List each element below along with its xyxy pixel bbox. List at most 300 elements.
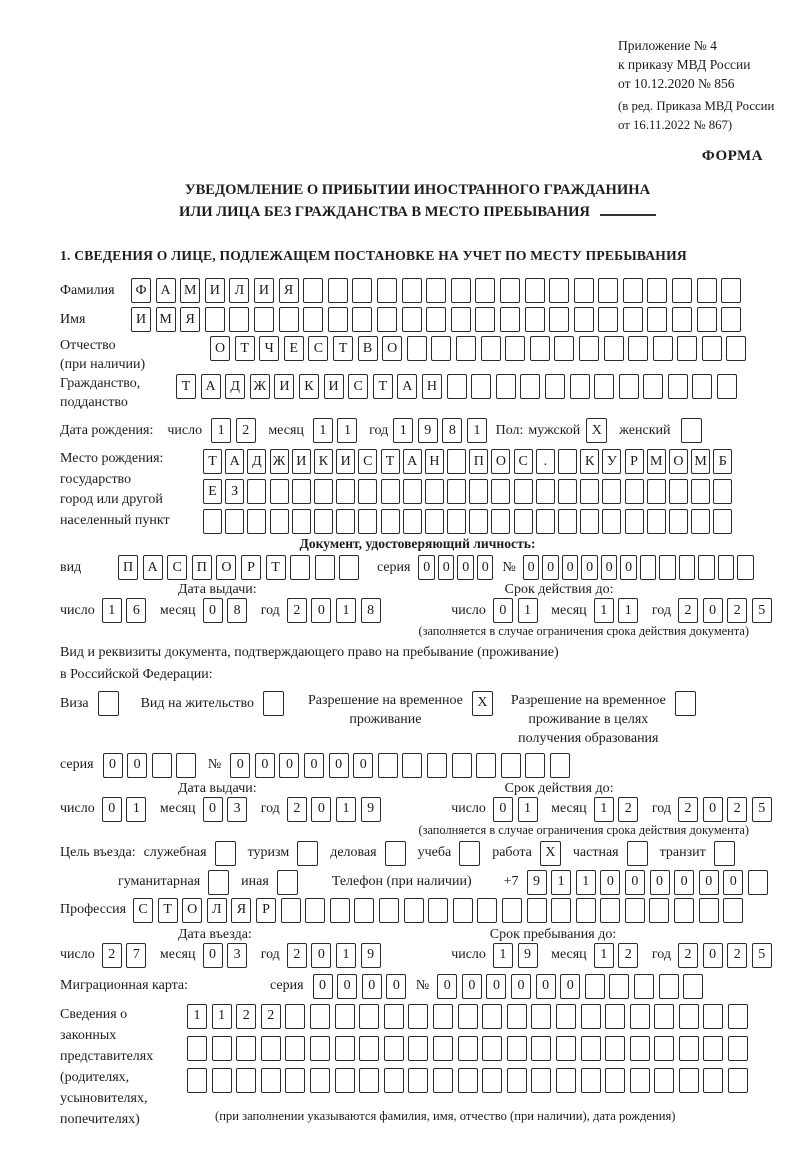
char-cell[interactable]: Е [284, 336, 304, 361]
char-cell[interactable] [649, 898, 669, 923]
char-cell[interactable] [285, 1004, 305, 1029]
doc-issue-month[interactable] [203, 598, 252, 623]
char-cell[interactable] [501, 753, 521, 778]
char-cell[interactable] [679, 1068, 699, 1093]
char-cell[interactable] [630, 1036, 650, 1061]
char-cell[interactable]: М [647, 449, 666, 474]
char-cell[interactable] [451, 278, 471, 303]
temp-residence-checkbox[interactable] [472, 691, 493, 716]
char-cell[interactable] [702, 336, 722, 361]
char-cell[interactable] [491, 479, 510, 504]
char-cell[interactable] [352, 278, 372, 303]
char-cell[interactable] [469, 509, 488, 534]
purpose-work-checkbox[interactable] [540, 841, 561, 866]
char-cell[interactable] [428, 898, 448, 923]
char-cell[interactable] [668, 374, 688, 399]
stay-doc-issue-year[interactable] [287, 797, 385, 822]
char-cell[interactable] [303, 307, 323, 332]
char-cell[interactable]: И [324, 374, 344, 399]
char-cell[interactable] [225, 509, 244, 534]
char-cell[interactable]: А [201, 374, 221, 399]
char-cell[interactable] [691, 479, 710, 504]
char-cell[interactable]: 0 [542, 555, 559, 580]
char-cell[interactable]: О [382, 336, 402, 361]
char-cell[interactable] [261, 1036, 281, 1061]
purpose-official-checkbox[interactable] [215, 841, 236, 866]
char-cell[interactable]: 2 [618, 943, 638, 968]
char-cell[interactable]: И [254, 278, 274, 303]
char-cell[interactable]: 0 [477, 555, 494, 580]
char-cell[interactable] [672, 307, 692, 332]
char-cell[interactable]: 1 [551, 870, 571, 895]
char-cell[interactable] [505, 336, 525, 361]
char-cell[interactable]: 3 [227, 943, 247, 968]
purpose-humanitarian-checkbox[interactable] [208, 870, 229, 895]
char-cell[interactable] [236, 1036, 256, 1061]
char-cell[interactable]: 5 [752, 797, 772, 822]
migration-card-number-field[interactable] [437, 974, 708, 999]
char-cell[interactable] [647, 278, 667, 303]
char-cell[interactable]: . [536, 449, 555, 474]
char-cell[interactable] [643, 374, 663, 399]
doc-series-field[interactable] [418, 555, 496, 580]
char-cell[interactable]: 9 [361, 943, 381, 968]
char-cell[interactable] [385, 841, 406, 866]
char-cell[interactable] [384, 1036, 404, 1061]
char-cell[interactable] [292, 509, 311, 534]
char-cell[interactable] [447, 374, 467, 399]
char-cell[interactable]: 2 [678, 797, 698, 822]
char-cell[interactable] [270, 509, 289, 534]
char-cell[interactable] [297, 841, 318, 866]
char-cell[interactable] [549, 307, 569, 332]
char-cell[interactable]: 0 [560, 974, 580, 999]
char-cell[interactable] [697, 278, 717, 303]
char-cell[interactable] [556, 1004, 576, 1029]
char-cell[interactable]: 1 [493, 943, 513, 968]
char-cell[interactable] [527, 898, 547, 923]
char-cell[interactable]: Т [333, 336, 353, 361]
char-cell[interactable] [514, 509, 533, 534]
char-cell[interactable]: 0 [311, 797, 331, 822]
char-cell[interactable] [187, 1036, 207, 1061]
char-cell[interactable] [433, 1004, 453, 1029]
char-cell[interactable] [377, 307, 397, 332]
char-cell[interactable]: 9 [527, 870, 547, 895]
char-cell[interactable]: 0 [625, 870, 645, 895]
char-cell[interactable] [554, 336, 574, 361]
char-cell[interactable]: 0 [203, 797, 223, 822]
char-cell[interactable]: 0 [304, 753, 324, 778]
stay-doc-number-field[interactable] [230, 753, 574, 778]
char-cell[interactable]: 9 [418, 418, 438, 443]
char-cell[interactable]: 1 [211, 418, 231, 443]
char-cell[interactable] [205, 307, 225, 332]
char-cell[interactable]: 1 [187, 1004, 207, 1029]
char-cell[interactable] [500, 278, 520, 303]
char-cell[interactable] [628, 336, 648, 361]
char-cell[interactable] [469, 479, 488, 504]
char-cell[interactable]: 9 [518, 943, 538, 968]
char-cell[interactable] [254, 307, 274, 332]
char-cell[interactable] [315, 555, 335, 580]
char-cell[interactable] [187, 1068, 207, 1093]
char-cell[interactable] [359, 1068, 379, 1093]
char-cell[interactable] [482, 1068, 502, 1093]
char-cell[interactable] [737, 555, 754, 580]
doc-expiry-month[interactable] [594, 598, 643, 623]
char-cell[interactable]: 0 [674, 870, 694, 895]
char-cell[interactable] [697, 307, 717, 332]
char-cell[interactable] [728, 1068, 748, 1093]
char-cell[interactable] [558, 479, 577, 504]
char-cell[interactable]: X [540, 841, 561, 866]
char-cell[interactable] [531, 1068, 551, 1093]
char-cell[interactable] [531, 1036, 551, 1061]
birth-place-row-3[interactable] [203, 509, 736, 534]
char-cell[interactable] [281, 898, 301, 923]
char-cell[interactable]: 2 [102, 943, 122, 968]
char-cell[interactable] [482, 1004, 502, 1029]
doc-expiry-year[interactable] [678, 598, 776, 623]
char-cell[interactable] [458, 1004, 478, 1029]
char-cell[interactable] [425, 479, 444, 504]
char-cell[interactable]: У [602, 449, 621, 474]
char-cell[interactable] [215, 841, 236, 866]
char-cell[interactable]: И [205, 278, 225, 303]
char-cell[interactable] [447, 479, 466, 504]
given-name-field[interactable] [131, 307, 746, 332]
char-cell[interactable]: С [308, 336, 328, 361]
char-cell[interactable] [379, 898, 399, 923]
char-cell[interactable]: 0 [313, 974, 333, 999]
representatives-row-3[interactable] [187, 1068, 753, 1093]
char-cell[interactable] [659, 974, 679, 999]
char-cell[interactable]: 1 [518, 598, 538, 623]
char-cell[interactable]: 0 [362, 974, 382, 999]
char-cell[interactable]: 0 [102, 797, 122, 822]
char-cell[interactable] [208, 870, 229, 895]
char-cell[interactable]: З [225, 479, 244, 504]
char-cell[interactable] [714, 841, 735, 866]
char-cell[interactable] [476, 753, 496, 778]
char-cell[interactable] [598, 278, 618, 303]
char-cell[interactable]: 2 [678, 943, 698, 968]
char-cell[interactable]: Н [425, 449, 444, 474]
char-cell[interactable]: 2 [727, 797, 747, 822]
char-cell[interactable] [531, 1004, 551, 1029]
char-cell[interactable] [456, 336, 476, 361]
char-cell[interactable] [604, 336, 624, 361]
char-cell[interactable] [679, 555, 696, 580]
char-cell[interactable] [718, 555, 735, 580]
char-cell[interactable]: М [180, 278, 200, 303]
char-cell[interactable] [500, 307, 520, 332]
char-cell[interactable] [630, 1068, 650, 1093]
char-cell[interactable] [600, 898, 620, 923]
char-cell[interactable] [285, 1036, 305, 1061]
char-cell[interactable]: М [156, 307, 176, 332]
char-cell[interactable] [574, 278, 594, 303]
char-cell[interactable]: 1 [618, 598, 638, 623]
char-cell[interactable] [336, 479, 355, 504]
char-cell[interactable] [640, 555, 657, 580]
char-cell[interactable] [594, 374, 614, 399]
char-cell[interactable]: В [358, 336, 378, 361]
char-cell[interactable] [654, 1068, 674, 1093]
entry-month[interactable] [203, 943, 252, 968]
char-cell[interactable]: 0 [337, 974, 357, 999]
char-cell[interactable]: 0 [311, 943, 331, 968]
char-cell[interactable] [669, 479, 688, 504]
char-cell[interactable] [402, 753, 422, 778]
char-cell[interactable]: 0 [511, 974, 531, 999]
char-cell[interactable]: 0 [353, 753, 373, 778]
char-cell[interactable] [623, 307, 643, 332]
char-cell[interactable]: 0 [203, 943, 223, 968]
char-cell[interactable] [290, 555, 310, 580]
char-cell[interactable] [384, 1068, 404, 1093]
representatives-row-1[interactable] [187, 1004, 753, 1029]
char-cell[interactable] [672, 278, 692, 303]
char-cell[interactable] [570, 374, 590, 399]
char-cell[interactable]: Л [207, 898, 227, 923]
char-cell[interactable] [381, 509, 400, 534]
stay-doc-issue-month[interactable] [203, 797, 252, 822]
char-cell[interactable] [407, 336, 427, 361]
char-cell[interactable]: П [118, 555, 138, 580]
char-cell[interactable] [433, 1068, 453, 1093]
char-cell[interactable]: И [336, 449, 355, 474]
char-cell[interactable]: Н [422, 374, 442, 399]
char-cell[interactable] [176, 753, 196, 778]
char-cell[interactable]: 0 [230, 753, 250, 778]
char-cell[interactable]: 0 [203, 598, 223, 623]
char-cell[interactable] [285, 1068, 305, 1093]
char-cell[interactable]: Ч [259, 336, 279, 361]
doc-issue-day[interactable] [102, 598, 151, 623]
char-cell[interactable] [384, 1004, 404, 1029]
char-cell[interactable] [647, 479, 666, 504]
char-cell[interactable]: О [491, 449, 510, 474]
char-cell[interactable] [236, 1068, 256, 1093]
birth-year-field[interactable] [393, 418, 491, 443]
char-cell[interactable] [703, 1068, 723, 1093]
char-cell[interactable]: А [143, 555, 163, 580]
char-cell[interactable]: 0 [650, 870, 670, 895]
char-cell[interactable]: 0 [493, 598, 513, 623]
char-cell[interactable]: Я [180, 307, 200, 332]
char-cell[interactable]: С [348, 374, 368, 399]
char-cell[interactable]: 0 [279, 753, 299, 778]
char-cell[interactable] [679, 1004, 699, 1029]
char-cell[interactable]: 0 [703, 598, 723, 623]
char-cell[interactable]: Е [203, 479, 222, 504]
char-cell[interactable] [277, 870, 298, 895]
char-cell[interactable] [581, 1004, 601, 1029]
char-cell[interactable] [634, 974, 654, 999]
char-cell[interactable]: 1 [337, 418, 357, 443]
char-cell[interactable] [403, 479, 422, 504]
migration-card-series-field[interactable] [313, 974, 411, 999]
char-cell[interactable] [623, 278, 643, 303]
visa-checkbox[interactable] [98, 691, 119, 716]
char-cell[interactable]: 0 [620, 555, 637, 580]
char-cell[interactable]: 0 [437, 974, 457, 999]
char-cell[interactable] [339, 555, 359, 580]
char-cell[interactable] [558, 449, 577, 474]
purpose-study-checkbox[interactable] [459, 841, 480, 866]
char-cell[interactable] [507, 1068, 527, 1093]
char-cell[interactable]: 0 [703, 943, 723, 968]
char-cell[interactable] [426, 278, 446, 303]
char-cell[interactable] [433, 1036, 453, 1061]
char-cell[interactable]: Ж [250, 374, 270, 399]
char-cell[interactable] [625, 479, 644, 504]
char-cell[interactable] [681, 418, 702, 443]
residence-permit-checkbox[interactable] [263, 691, 284, 716]
char-cell[interactable]: 0 [386, 974, 406, 999]
char-cell[interactable] [536, 479, 555, 504]
char-cell[interactable] [659, 555, 676, 580]
char-cell[interactable] [358, 509, 377, 534]
char-cell[interactable] [270, 479, 289, 504]
char-cell[interactable]: 0 [103, 753, 123, 778]
char-cell[interactable] [748, 870, 768, 895]
char-cell[interactable] [675, 691, 696, 716]
char-cell[interactable]: Т [235, 336, 255, 361]
char-cell[interactable] [698, 555, 715, 580]
char-cell[interactable]: 0 [523, 555, 540, 580]
char-cell[interactable]: Т [266, 555, 286, 580]
char-cell[interactable]: Т [381, 449, 400, 474]
char-cell[interactable] [669, 509, 688, 534]
char-cell[interactable] [247, 509, 266, 534]
char-cell[interactable] [477, 898, 497, 923]
char-cell[interactable] [408, 1036, 428, 1061]
char-cell[interactable]: К [580, 449, 599, 474]
char-cell[interactable] [447, 449, 466, 474]
char-cell[interactable] [717, 374, 737, 399]
char-cell[interactable] [721, 278, 741, 303]
char-cell[interactable]: Р [625, 449, 644, 474]
stay-until-month[interactable] [594, 943, 643, 968]
stay-doc-expiry-day[interactable] [493, 797, 542, 822]
char-cell[interactable]: Т [176, 374, 196, 399]
char-cell[interactable]: 2 [618, 797, 638, 822]
char-cell[interactable] [556, 1068, 576, 1093]
char-cell[interactable] [482, 1036, 502, 1061]
char-cell[interactable] [475, 307, 495, 332]
char-cell[interactable] [556, 1036, 576, 1061]
char-cell[interactable] [549, 278, 569, 303]
char-cell[interactable] [627, 841, 648, 866]
char-cell[interactable] [692, 374, 712, 399]
char-cell[interactable] [550, 753, 570, 778]
char-cell[interactable] [625, 509, 644, 534]
char-cell[interactable] [507, 1004, 527, 1029]
doc-expiry-day[interactable] [493, 598, 542, 623]
char-cell[interactable] [481, 336, 501, 361]
char-cell[interactable] [507, 1036, 527, 1061]
char-cell[interactable]: Л [229, 278, 249, 303]
char-cell[interactable] [647, 307, 667, 332]
char-cell[interactable]: И [292, 449, 311, 474]
char-cell[interactable] [458, 1036, 478, 1061]
char-cell[interactable] [536, 509, 555, 534]
char-cell[interactable] [203, 509, 222, 534]
birth-month-field[interactable] [313, 418, 362, 443]
char-cell[interactable]: 2 [261, 1004, 281, 1029]
char-cell[interactable]: С [133, 898, 153, 923]
char-cell[interactable] [475, 278, 495, 303]
char-cell[interactable] [305, 898, 325, 923]
char-cell[interactable]: 1 [594, 797, 614, 822]
char-cell[interactable]: 2 [287, 598, 307, 623]
char-cell[interactable] [310, 1068, 330, 1093]
char-cell[interactable] [545, 374, 565, 399]
purpose-private-checkbox[interactable] [627, 841, 648, 866]
phone-field[interactable] [527, 870, 773, 895]
char-cell[interactable] [525, 753, 545, 778]
birth-day-field[interactable] [211, 418, 260, 443]
char-cell[interactable]: 9 [361, 797, 381, 822]
char-cell[interactable] [381, 479, 400, 504]
char-cell[interactable] [581, 1036, 601, 1061]
char-cell[interactable] [630, 1004, 650, 1029]
char-cell[interactable]: С [167, 555, 187, 580]
char-cell[interactable] [726, 336, 746, 361]
char-cell[interactable] [471, 374, 491, 399]
char-cell[interactable] [263, 691, 284, 716]
char-cell[interactable] [580, 479, 599, 504]
char-cell[interactable] [98, 691, 119, 716]
char-cell[interactable] [359, 1004, 379, 1029]
char-cell[interactable]: 7 [126, 943, 146, 968]
char-cell[interactable] [581, 1068, 601, 1093]
char-cell[interactable] [580, 509, 599, 534]
char-cell[interactable]: 1 [594, 943, 614, 968]
char-cell[interactable]: 0 [703, 797, 723, 822]
purpose-business-checkbox[interactable] [385, 841, 406, 866]
char-cell[interactable] [605, 1004, 625, 1029]
char-cell[interactable]: 1 [336, 797, 356, 822]
stay-until-day[interactable] [493, 943, 542, 968]
representatives-row-2[interactable] [187, 1036, 753, 1061]
char-cell[interactable] [292, 479, 311, 504]
char-cell[interactable] [352, 307, 372, 332]
char-cell[interactable] [602, 479, 621, 504]
char-cell[interactable]: И [131, 307, 151, 332]
stay-doc-expiry-year[interactable] [678, 797, 776, 822]
surname-field[interactable] [131, 278, 746, 303]
doc-issue-year[interactable] [287, 598, 385, 623]
char-cell[interactable] [679, 1036, 699, 1061]
char-cell[interactable] [358, 479, 377, 504]
char-cell[interactable]: Р [241, 555, 261, 580]
char-cell[interactable] [653, 336, 673, 361]
char-cell[interactable] [403, 509, 422, 534]
char-cell[interactable] [609, 974, 629, 999]
char-cell[interactable]: 0 [601, 555, 618, 580]
char-cell[interactable] [408, 1068, 428, 1093]
char-cell[interactable] [530, 336, 550, 361]
char-cell[interactable] [691, 509, 710, 534]
char-cell[interactable] [377, 278, 397, 303]
doc-number-field[interactable] [523, 555, 757, 580]
char-cell[interactable] [404, 898, 424, 923]
purpose-other-checkbox[interactable] [277, 870, 298, 895]
